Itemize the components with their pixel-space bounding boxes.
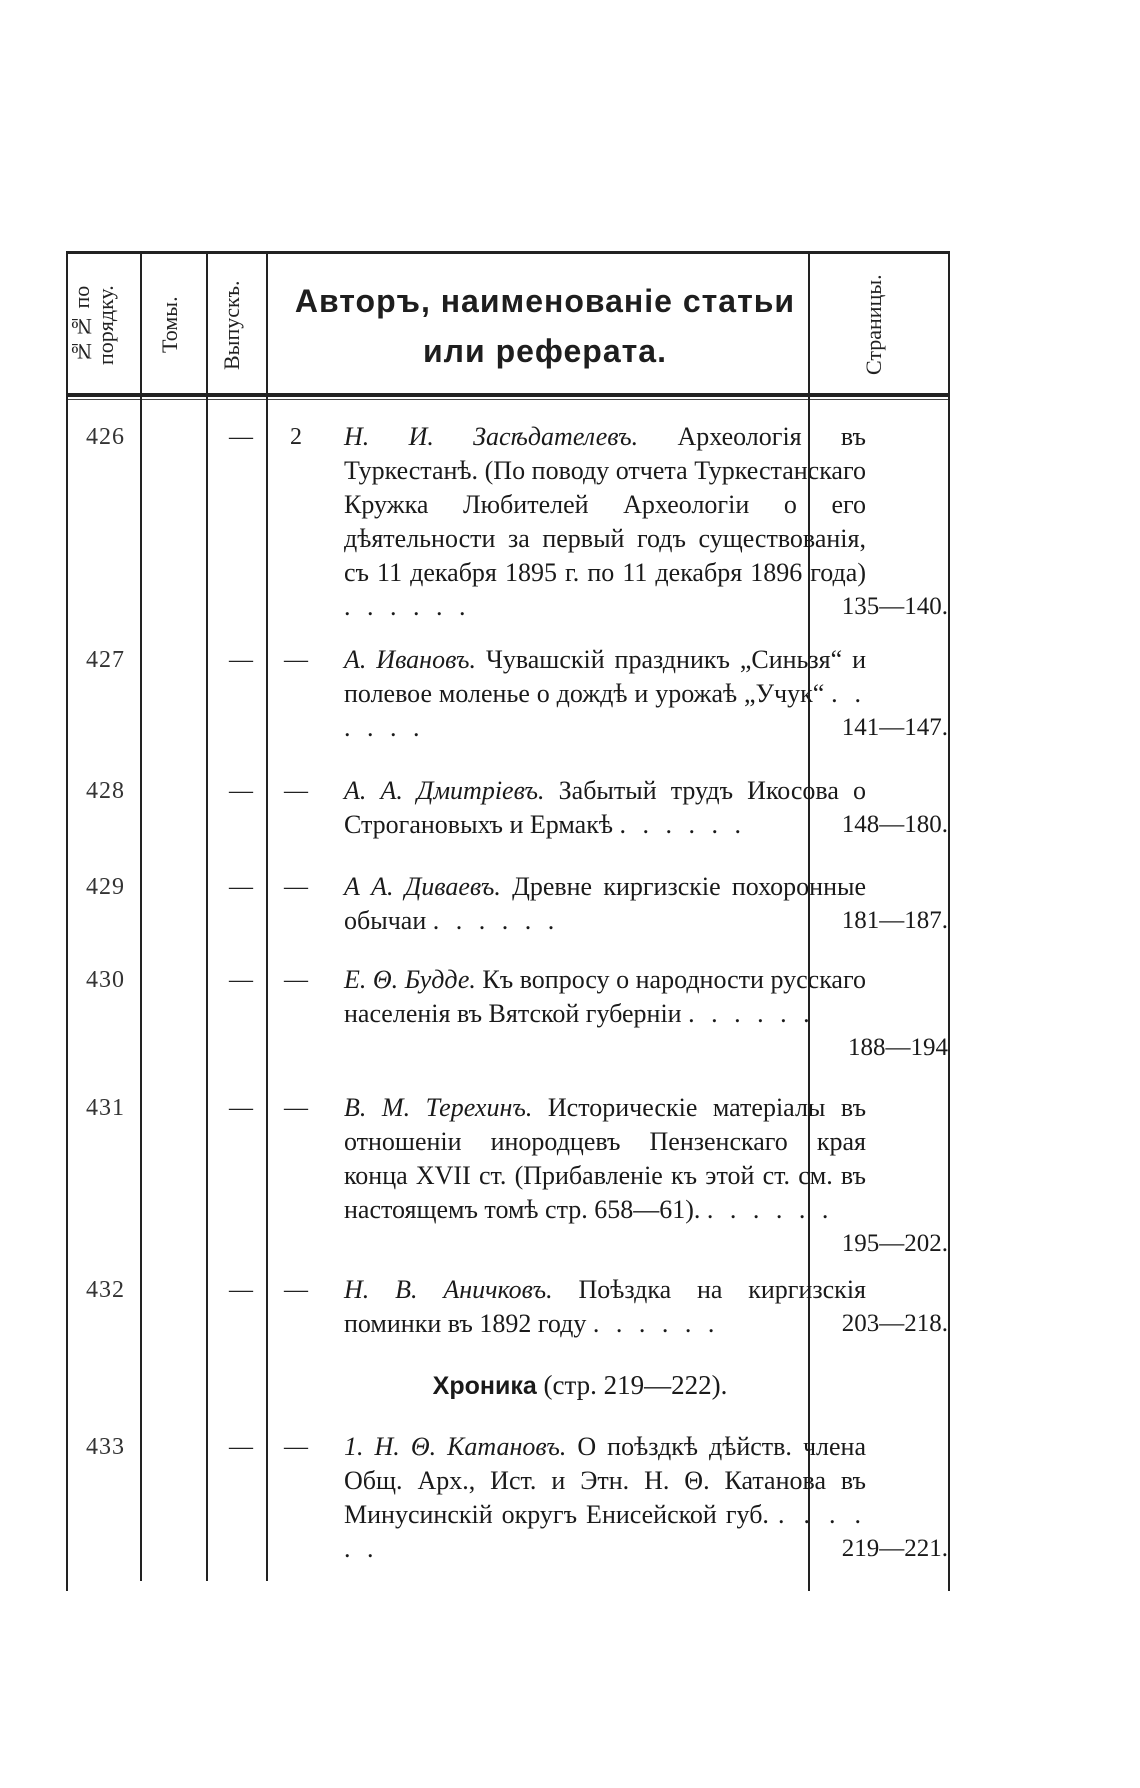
row-entry	[344, 1091, 866, 1227]
row-pages: 141—147.	[841, 714, 948, 741]
row-volume: —	[229, 967, 253, 993]
row-author: 1. Н. Θ. Катановъ.	[344, 1432, 567, 1461]
row-leader-dots: . . . . . .	[592, 1309, 720, 1338]
row-title: Древне киргизскіе похоронные обычаи	[344, 872, 866, 935]
row-author: А. А. Дмитріевъ.	[344, 776, 545, 805]
row-entry	[344, 1273, 866, 1341]
row-title: О поѣздкѣ дѣйств. члена Общ. Арх., Ист. и Этн. Н. Θ. Катанова въ Минусинскій округъ Енисейской губ.	[344, 1432, 867, 1529]
row-leader-dots: . . . . . .	[619, 810, 746, 839]
row-leader-dots: . . . . . .	[432, 906, 560, 935]
row-author: В. М. Терехинъ.	[344, 1093, 533, 1122]
column-divider-right	[948, 251, 950, 1591]
row-issue: —	[284, 967, 308, 993]
row-volume: —	[229, 778, 253, 804]
row-volume: —	[229, 647, 253, 673]
row-pages: 195—202.	[841, 1230, 948, 1257]
row-number: 431	[86, 1095, 125, 1121]
row-leader-dots: . . . . . .	[344, 679, 867, 742]
row-author: Н. И. Засѣдателевъ.	[344, 422, 639, 451]
row-title: Забытый трудъ Икосова о Строгановыхъ и Ермакѣ	[344, 776, 866, 839]
row-leader-dots: . . . . . .	[706, 1195, 834, 1224]
row-leader-dots: . . . . . .	[344, 1500, 867, 1563]
row-leader-dots: . . . . . .	[344, 592, 471, 621]
header-number: №№ по порядку.	[69, 285, 118, 365]
row-issue: —	[284, 647, 308, 673]
row-entry	[344, 1430, 866, 1566]
header-issue: Выпускъ.	[219, 280, 244, 370]
row-pages: 181—187.	[841, 907, 948, 934]
header-volume: Томы.	[157, 296, 182, 354]
row-author: А А. Диваевъ.	[344, 872, 501, 901]
header-title: Авторъ, наименованіе статьи или реферата.	[294, 283, 796, 369]
row-pages: 148—180.	[841, 811, 948, 838]
table-top-rule	[66, 251, 950, 254]
row-pages: 188—194	[848, 1034, 948, 1061]
row-volume: —	[229, 874, 253, 900]
chronicle-title: Хроника	[432, 1372, 537, 1400]
row-issue: —	[284, 1434, 308, 1460]
header-pages: Страницы.	[861, 274, 886, 376]
row-title: Поѣздка на киргизскія поминки въ 1892 году	[344, 1275, 866, 1338]
row-number: 432	[86, 1277, 125, 1303]
row-issue: —	[284, 1277, 308, 1303]
row-pages: 135—140.	[841, 593, 948, 620]
row-issue: 2	[290, 424, 302, 450]
row-pages: 203—218.	[841, 1310, 948, 1337]
header-bottom-rule	[66, 393, 950, 397]
column-divider-left	[66, 251, 68, 1591]
row-number: 427	[86, 647, 125, 673]
row-number: 430	[86, 967, 125, 993]
row-issue: —	[284, 1095, 308, 1121]
row-entry	[344, 420, 866, 624]
row-author: Н. В. Аничковъ.	[344, 1275, 553, 1304]
chronicle-heading	[380, 1365, 780, 1406]
column-divider-volume	[206, 251, 208, 1581]
row-entry	[344, 643, 866, 745]
row-number: 433	[86, 1434, 125, 1460]
row-volume: —	[229, 1277, 253, 1303]
row-number: 426	[86, 424, 125, 450]
row-title: Историческіе матеріалы въ отношеніи инородцевъ Пензенскаго края конца XVII ст. (Прибавленіе къ этой ст. см. въ настоящемъ томѣ стр. 658—61).	[344, 1093, 867, 1224]
row-volume: —	[229, 424, 253, 450]
chronicle-range: (стр. 219—222).	[543, 1370, 728, 1400]
row-leader-dots: . . . . . .	[688, 999, 815, 1028]
row-author: Е. Θ. Будде.	[344, 965, 476, 994]
row-title: Археологія въ Туркестанѣ. (По поводу отчета Туркестанскаго Кружка Любителей Археологіи о его дѣятельности за первый годъ существованія, съ 11 декабря 1895 г. по 11 декабря 1896 года)	[344, 422, 866, 587]
row-volume: —	[229, 1434, 253, 1460]
row-issue: —	[284, 778, 308, 804]
row-volume: —	[229, 1095, 253, 1121]
row-title: Чувашскій праздникъ „Синьзя“ и полевое моленье о дождѣ и урожаѣ „Учук“	[344, 645, 867, 708]
row-author: А. Ивановъ.	[344, 645, 477, 674]
row-entry	[344, 870, 866, 938]
row-pages: 219—221.	[841, 1535, 948, 1562]
column-divider-issue	[266, 251, 268, 1581]
row-entry	[344, 963, 866, 1031]
row-title: Къ вопросу о народности русскаго населенія въ Вятской губерніи	[344, 965, 866, 1028]
row-issue: —	[284, 874, 308, 900]
row-number: 429	[86, 874, 125, 900]
row-number: 428	[86, 778, 125, 804]
header-bottom-rule-thin	[66, 399, 950, 400]
row-entry	[344, 774, 866, 842]
